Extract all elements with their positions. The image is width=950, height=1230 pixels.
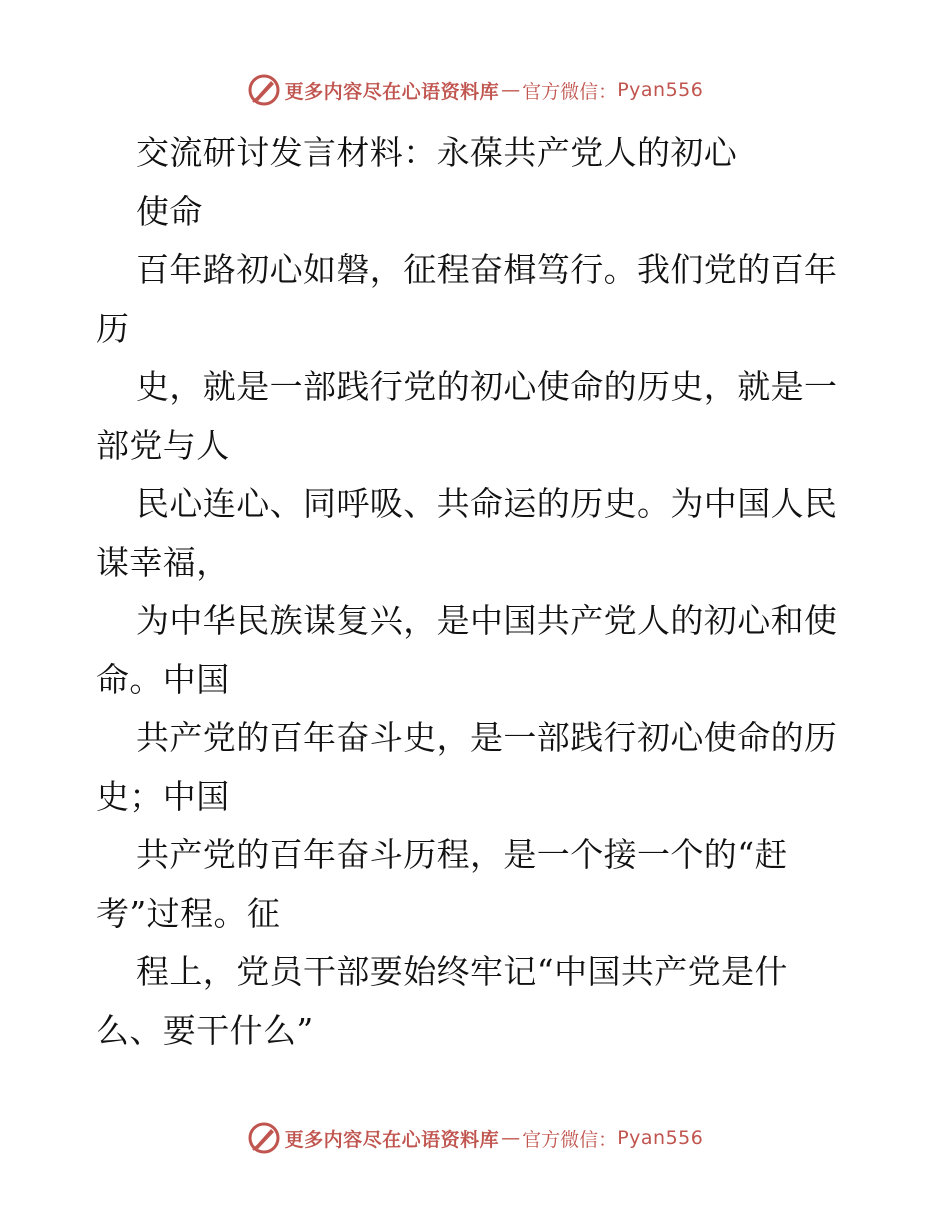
watermark-separator: — [501,79,521,101]
text-line: 史；中国 [96,776,230,816]
quill-logo-icon [247,1121,281,1155]
text-line: 么、要干什么” [96,1010,314,1050]
watermark-wechat-label: 官方微信： [522,80,618,103]
watermark-site-text: 更多内容尽在心语资料库 [284,80,500,103]
text-line: 民心连心、同呼吸、共命运的历史。为中国人民 [136,484,838,523]
text-line: 考”过程。征 [96,893,281,933]
text-line: 为中华民族谋复兴，是中国共产党人的初心和使 [136,601,838,640]
text-line: 使命 [136,191,203,231]
watermark-separator: — [501,1127,521,1149]
text-line: 百年路初心如磐，征程奋楫笃行。我们党的百年 [136,250,838,289]
text-line: 史，就是一部践行党的初心使命的历史，就是一 [136,367,838,406]
watermark-wechat-id: Pyan556 [617,1127,704,1149]
text-line: 命。中国 [96,659,230,699]
text-line: 共产党的百年奋斗历程，是一个接一个的“赶 [136,835,788,874]
document-body [96,124,856,1060]
quill-logo-icon [247,73,281,107]
text-line: 程上，党员干部要始终牢记“中国共产党是什 [136,952,788,991]
document-text [96,124,856,1060]
watermark-site-text: 更多内容尽在心语资料库 [284,1128,500,1151]
footer-watermark [0,1118,950,1158]
watermark-wechat-id: Pyan556 [617,79,704,101]
text-line: 交流研讨发言材料：永葆共产党人的初心 [136,133,738,172]
text-line: 部党与人 [96,425,230,465]
watermark-wechat-label: 官方微信： [522,1128,618,1151]
text-line: 谋幸福， [96,542,230,582]
header-watermark [0,70,950,110]
text-line: 共产党的百年奋斗史，是一部践行初心使命的历 [136,718,838,757]
text-line: 历 [96,308,130,348]
